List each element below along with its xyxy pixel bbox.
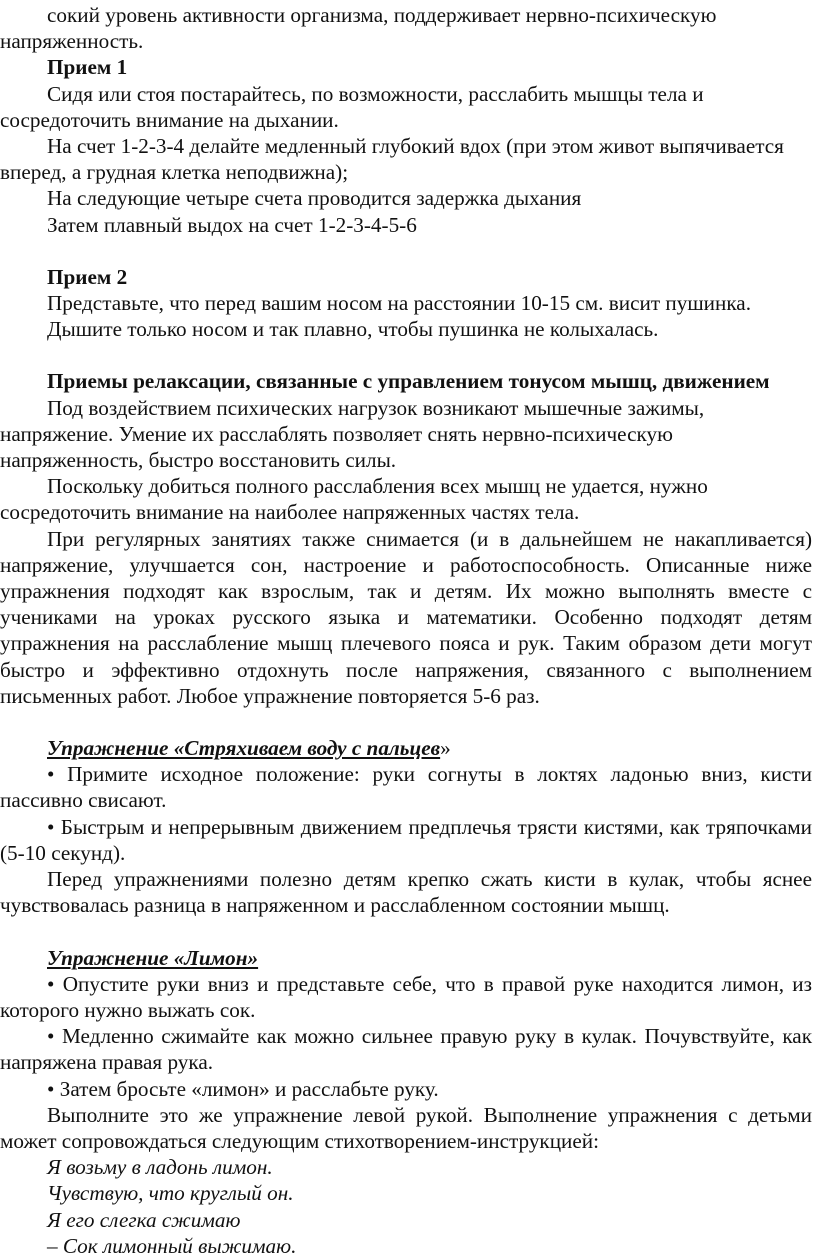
exercise1-title-text: Упражнение «Стряхиваем воду с пальцев bbox=[47, 736, 441, 761]
exercise2-bullet-3: • Затем бросьте «лимон» и расслабьте руку. bbox=[47, 1076, 439, 1101]
relaxation-paragraph-1: Под воздействием психических нагрузок возникают мышечные зажимы, напряжение. Умение их расслаблять позволяет снять нервно-психическую напряженность, быстро восстановить силы. bbox=[0, 395, 705, 473]
relaxation-section-title: Приемы релаксации, связанные с управлением тонусом мышц, движением bbox=[47, 369, 770, 394]
exercise1-bullet-2: • Быстрым и непрерывным движением предплечья трясти кистями, как тряпочками (5-10 секунд). bbox=[0, 814, 812, 865]
intro-paragraph: сокий уровень активности организма, поддерживает нервно-психическую напряженность. bbox=[0, 3, 717, 54]
poem-line: Я возьму в ладонь лимон. bbox=[47, 1155, 273, 1180]
relaxation-paragraph-2: Поскольку добиться полного расслабления всех мышц не удается, нужно сосредоточить внимание на наиболее напряженных частях тела. bbox=[0, 474, 708, 525]
exercise1-title bbox=[0, 735, 812, 761]
priem2-paragraph-1: Представьте, что перед вашим носом на расстоянии 10-15 см. висит пушинка. bbox=[47, 291, 751, 316]
priem1-paragraph-3: На следующие четыре счета проводится задержка дыхания bbox=[47, 186, 582, 211]
priem1-paragraph-4: Затем плавный выдох на счет 1-2-3-4-5-6 bbox=[47, 212, 417, 237]
relaxation-paragraph-3: При регулярных занятиях также снимается (и в дальнейшем не накапливается) напряжение, улучшается сон, настроение и работоспособность. Описанные ниже упражнения подходят как взрослым, так и детям. Их можно выполнять вместе с учениками на уроках русского языка и математики. Особенно подходят детям упражнения на расслабление мышц плечевого пояса и рук. Таким образом дети могут быстро и эффективно отдохнуть после напряжения, связанного с выполнением письменных работ. Любое упражнение повторяется 5-6 раз. bbox=[0, 526, 812, 708]
exercise2-title bbox=[0, 945, 812, 971]
priem1-paragraph-2: На счет 1-2-3-4 делайте медленный глубокий вдох (при этом живот выпячивается вперед, а грудная клетка неподвижна); bbox=[0, 134, 784, 185]
priem1-paragraph-1: Сидя или стоя постарайтесь, по возможности, расслабить мышцы тела и сосредоточить внимание на дыхании. bbox=[0, 81, 704, 132]
exercise1-title-end: » bbox=[440, 736, 451, 761]
exercise2-paragraph: Выполните это же упражнение левой рукой. Выполнение упражнения с детьми может сопровождаться следующим стихотворением-инструкцией: bbox=[0, 1102, 812, 1153]
exercise2-bullet-1: • Опустите руки вниз и представьте себе, что в правой руке находится лимон, из которого нужно выжать сок. bbox=[0, 971, 812, 1022]
exercise1-paragraph: Перед упражнениями полезно детям крепко сжать кисти в кулак, чтобы яснее чувствовалась разница в напряженном и расслабленном состоянии мышц. bbox=[0, 867, 812, 918]
priem2-paragraph-2: Дышите только носом и так плавно, чтобы пушинка не колыхалась. bbox=[47, 317, 659, 342]
priem1-title: Прием 1 bbox=[47, 55, 128, 80]
spacer bbox=[0, 342, 812, 368]
exercise2-title-text: Упражнение «Лимон» bbox=[47, 945, 259, 970]
spacer bbox=[0, 919, 812, 945]
exercise1-bullet-1: • Примите исходное положение: руки согнуты в локтях ладонью вниз, кисти пассивно свисают. bbox=[0, 762, 812, 813]
poem-line: Чувствую, что круглый он. bbox=[47, 1181, 294, 1206]
spacer bbox=[0, 709, 812, 735]
exercise2-bullet-2: • Медленно сжимайте как можно сильнее правую руку в кулак. Почувствуйте, как напряжена правая рука. bbox=[0, 1024, 812, 1075]
priem2-title: Прием 2 bbox=[47, 264, 128, 289]
poem-line: Я его слегка сжимаю bbox=[47, 1207, 241, 1232]
spacer bbox=[0, 238, 812, 264]
poem-line: – Сок лимонный выжимаю. bbox=[47, 1233, 297, 1258]
